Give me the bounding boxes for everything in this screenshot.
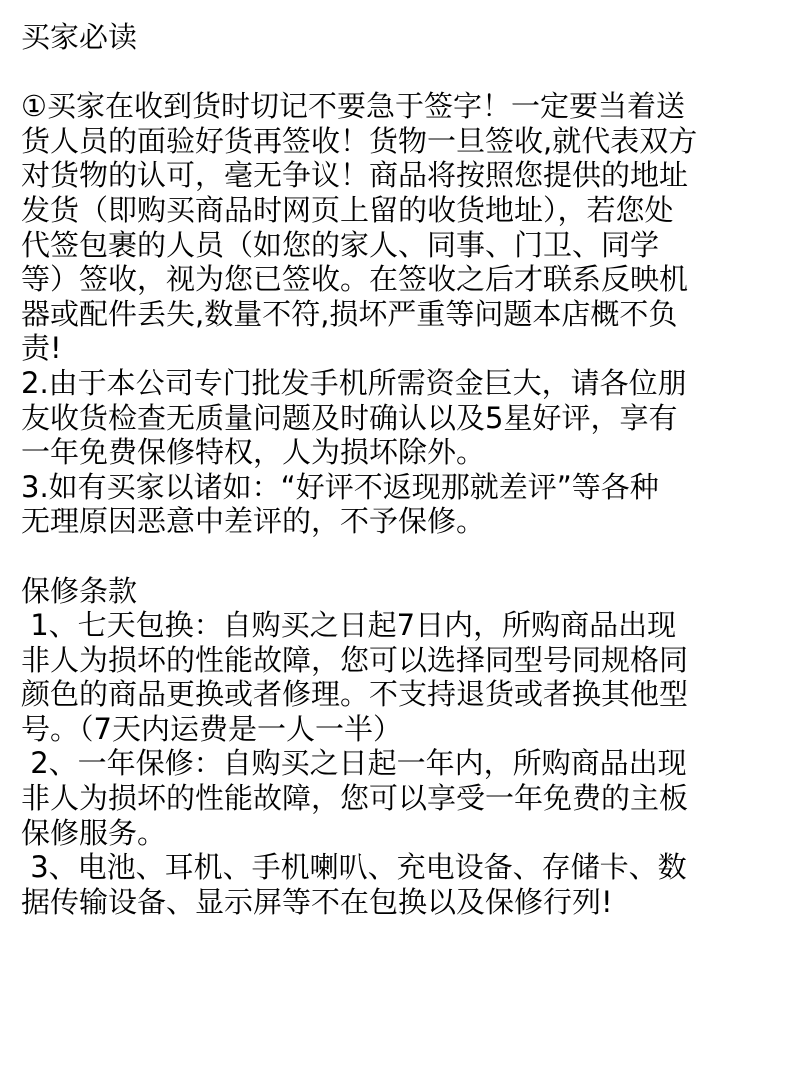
warranty-terms-line: 2、一年保修：自购买之日起一年内，所购商品出现 — [21, 746, 687, 781]
warranty-terms-line: 3、电池、耳机、手机喇叭、充电设备、存储卡、数 — [21, 850, 687, 885]
warranty-terms-line: 非人为损坏的性能故障，您可以享受一年免费的主板 — [21, 781, 689, 816]
buyer-notice-line: 器或配件丢失,数量不符,损坏严重等问题本店概不负 — [21, 296, 678, 331]
buyer-notice-line: 2.由于本公司专门批发手机所需资金巨大，请各位朋 — [21, 365, 687, 400]
warranty-terms-line: 据传输设备、显示屏等不在包换以及保修行列! — [21, 884, 613, 919]
warranty-terms-title: 保修条款 — [21, 573, 138, 608]
buyer-notice-line: 对货物的认可，毫无争议！商品将按照您提供的地址 — [21, 158, 689, 193]
warranty-terms-line: 颜色的商品更换或者修理。不支持退货或者换其他型 — [21, 677, 689, 712]
warranty-terms-line: 非人为损坏的性能故障，您可以选择同型号同规格同 — [21, 642, 689, 677]
buyer-notice-line: ①买家在收到货时切记不要急于签字！一定要当着送 — [21, 89, 685, 124]
buyer-notice-line: 3.如有买家以诸如：“好评不返现那就差评”等各种 — [21, 469, 659, 504]
buyer-notice-line: 等）签收，视为您已签收。在签收之后才联系反映机 — [21, 262, 689, 297]
buyer-notice-title: 买家必读 — [21, 20, 138, 54]
buyer-notice-line: 代签包裹的人员（如您的家人、同事、门卫、同学 — [21, 227, 660, 262]
buyer-notice-line: 友收货检查无质量问题及时确认以及5星好评，享有 — [21, 400, 678, 435]
buyer-notice-line: 货人员的面验好货再签收！货物一旦签收,就代表双方 — [21, 123, 698, 158]
buyer-notice-line: 发货（即购买商品时网页上留的收货地址），若您处 — [21, 192, 674, 227]
buyer-notice-line: 一年免费保修特权，人为损坏除外。 — [21, 435, 486, 470]
buyer-notice-line: 无理原因恶意中差评的，不予保修。 — [21, 504, 486, 539]
blank-line — [21, 539, 781, 574]
warranty-terms-line: 保修服务。 — [21, 815, 167, 850]
document-body — [21, 20, 781, 919]
blank-line — [21, 55, 781, 90]
warranty-terms-line: 号。（7天内运费是一人一半） — [21, 711, 402, 746]
warranty-terms-line: 1、七天包换：自购买之日起7日内，所购商品出现 — [21, 608, 677, 643]
buyer-notice-line: 责! — [21, 331, 62, 366]
